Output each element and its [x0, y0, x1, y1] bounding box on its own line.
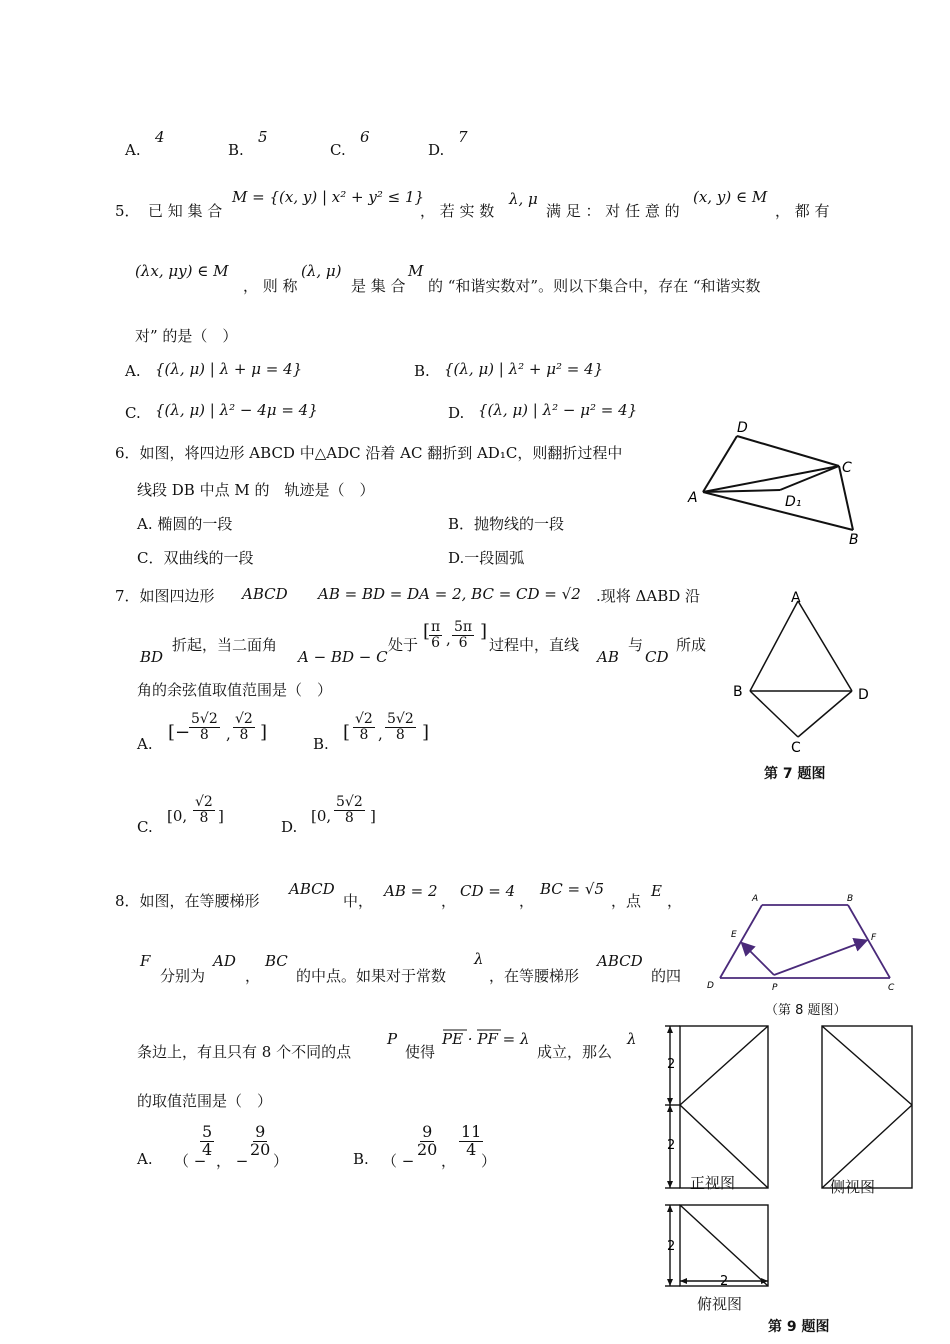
q5-number: 5． [115, 202, 140, 220]
q9-figure [660, 1018, 920, 1318]
q8-a-den-2: 20 [250, 1139, 271, 1159]
q7-b-frac-1 [353, 712, 375, 742]
q8-ab-length: AB = 2 [384, 882, 438, 900]
q7-label-a: A [791, 590, 801, 606]
q7-range-bracket-left: [ [423, 621, 431, 642]
q7-a-frac-2 [233, 712, 255, 742]
q6-figure-quadrilateral [685, 420, 870, 550]
q8-a-num-1: 5 [202, 1122, 213, 1141]
q8-text-8: 使得 [405, 1043, 436, 1061]
q7-text-2: 折起，当二面角 [172, 636, 278, 654]
q8-b-open: （ − [382, 1152, 415, 1170]
q8-a-label: A. [137, 1150, 153, 1168]
q7-a-den-1: 8 [199, 726, 209, 743]
q8-a-num-2: 9 [255, 1122, 266, 1141]
q8-b-label: B. [353, 1150, 369, 1168]
q9-top-view-label: 俯视图 [697, 1295, 743, 1313]
q8-figure-trapezoid [700, 888, 900, 998]
q9-figure-caption: 第 9 题图 [768, 1319, 830, 1335]
q4-c-label: C. [330, 141, 346, 159]
q8-f: F [140, 952, 151, 970]
q7-a-frac-1 [189, 712, 220, 742]
q8-a-close: ） [273, 1152, 289, 1170]
q8-b-frac-1 [415, 1124, 439, 1159]
q5-lambda-mu: λ, μ [509, 190, 538, 208]
q7-six: 6 [431, 634, 441, 651]
q8-abcd: ABCD [289, 880, 335, 898]
q6-label-d: D [737, 420, 748, 436]
q6-option-a: A. 椭圆的一段 [137, 515, 233, 533]
q8-lambda: λ [474, 950, 484, 968]
q7-b-den-1: 8 [359, 726, 369, 743]
q7-line-3: 角的余弦值取值范围是（ ） [137, 681, 333, 699]
q5-option-b: {(λ, μ) | λ² + μ² = 4} [444, 360, 604, 378]
q8-b-frac-2 [459, 1124, 483, 1159]
q7-c-frac [193, 795, 215, 825]
q7-bd: BD [140, 648, 164, 666]
q6-option-c: C．双曲线的一段 [137, 549, 254, 567]
q8-label-a: A [752, 894, 759, 904]
q8-label-c: C [888, 983, 895, 993]
q8-a-frac-1 [200, 1124, 214, 1159]
q7-text-1: .现将 ΔABD 沿 [596, 587, 701, 605]
q9-front-view-label: 正视图 [690, 1174, 736, 1192]
q8-label-d: D [707, 981, 714, 991]
q4-d-label: D. [428, 141, 445, 159]
q8-b-num-2: 11 [461, 1122, 482, 1141]
q5-option-d: {(λ, μ) | λ² − μ² = 4} [478, 401, 638, 419]
q5-m: M [408, 262, 424, 280]
q7-pi: π [431, 619, 441, 635]
q7-b-close: ] [422, 722, 430, 743]
q7-figure-kite [730, 585, 880, 760]
q7-dihedral-angle: A − BD − C [298, 648, 388, 666]
q8-figure-caption: （第 8 题图） [765, 1003, 847, 1018]
q8-number: 8．如图，在等腰梯形 [115, 892, 260, 910]
q6-option-d: D.一段圆弧 [448, 549, 525, 567]
q8-label-e: E [731, 930, 737, 940]
q7-c-den: 8 [199, 809, 209, 826]
q5-d-label: D. [448, 404, 465, 422]
q7-number: 7．如图四边形 [115, 587, 215, 605]
q5-option-c: {(λ, μ) | λ² − 4μ = 4} [155, 401, 318, 419]
q5-lambda-x-mu-y: (λx, μy) ∈ M [135, 262, 229, 280]
q4-b-value: 5 [258, 128, 268, 146]
q7-b-den-2: 8 [395, 726, 405, 743]
q8-text-9: 成立，那么 [537, 1043, 613, 1061]
q7-d-num: 5√2 [336, 794, 363, 810]
q5-text-2: ， 若 实 数 [420, 202, 495, 220]
q7-d-label: D. [281, 818, 298, 836]
q6-line-1: 6．如图，将四边形 ABCD 中△ADC 沿着 AC 翻折到 AD₁C，则翻折过程中 [115, 444, 623, 462]
q5-b-label: B. [414, 362, 430, 380]
q4-a-value: 4 [155, 128, 165, 146]
q6-label-a: A [688, 490, 698, 506]
q5-c-label: C. [125, 404, 141, 422]
q8-b-den-1: 20 [417, 1139, 438, 1159]
q8-bc-length: BC = √5 [540, 880, 604, 898]
q9-dim-2-top-height: 2 [667, 1239, 676, 1254]
q4-a-label: A. [125, 141, 141, 159]
q4-c-value: 6 [360, 128, 370, 146]
q9-dim-2-upper: 2 [667, 1057, 676, 1072]
q8-label-p: P [772, 983, 778, 993]
q7-text-4: 过程中，直线 [489, 636, 580, 654]
q5-text-4: ， 都 有 [775, 202, 830, 220]
q7-five-pi: 5π [454, 619, 473, 635]
q7-c-label: C. [137, 818, 153, 836]
q8-text-6: 的四 [651, 967, 682, 985]
q7-b-open: [ [343, 722, 351, 743]
q5-text-5: ， 则 称 [243, 277, 298, 295]
q7-d-frac [334, 795, 365, 825]
q8-abcd-2: ABCD [597, 952, 643, 970]
q8-cd-length: CD = 4 [460, 882, 516, 900]
q8-text-10: 的取值范围是（ ） [137, 1092, 273, 1110]
q7-b-frac-2 [385, 712, 416, 742]
q8-a-den-1: 4 [202, 1139, 213, 1159]
q7-range-low-fraction [429, 620, 442, 650]
q8-text-1: 中， [343, 892, 374, 910]
q7-abcd: ABCD [242, 585, 288, 603]
q8-text-7: 条边上，有且只有 8 个不同的点 [137, 1043, 352, 1061]
q8-a-mid: ， − [216, 1152, 249, 1170]
q7-six-2: 6 [458, 634, 468, 651]
q5-xy-in-m: (x, y) ∈ M [693, 188, 768, 206]
q7-range-bracket-right: ] [480, 621, 488, 642]
q7-d-close: ] [370, 807, 376, 825]
q8-lambda-2: λ [627, 1030, 637, 1048]
q5-text-7: 的 “和谐实数对”。则以下集合中，存在 “和谐实数 [428, 277, 761, 295]
q8-vector-bars [443, 1027, 523, 1033]
q7-text-3: 处于 [388, 636, 419, 654]
q4-b-label: B. [228, 141, 244, 159]
q5-set-m-definition: M = {(x, y) | x² + y² ≤ 1} [232, 188, 425, 206]
q8-bc: BC [265, 952, 288, 970]
q7-a-open: [− [168, 722, 191, 743]
q5-pair: (λ, μ) [301, 262, 342, 280]
q8-text-4: 的中点。如果对于常数 [296, 967, 447, 985]
q7-b-num-2: 5√2 [387, 711, 414, 727]
q8-label-f: F [871, 933, 877, 943]
q5-text-1: 已 知 集 合 [148, 202, 223, 220]
q5-text-8: 对” 的是（ ） [135, 327, 238, 345]
q7-b-num-1: √2 [355, 711, 373, 727]
q7-a-label: A. [137, 735, 153, 753]
q7-label-c: C [791, 740, 801, 756]
q8-e: E [651, 882, 662, 900]
q7-c-open: [0, [167, 807, 188, 825]
q7-cd: CD [645, 648, 669, 666]
q9-dim-2-lower: 2 [667, 1138, 676, 1153]
q5-a-label: A. [125, 362, 141, 380]
q7-figure-caption: 第 7 题图 [764, 766, 826, 782]
q4-d-value: 7 [458, 128, 468, 146]
q7-c-num: √2 [195, 794, 213, 810]
q8-b-num-1: 9 [422, 1122, 433, 1141]
q7-label-b: B [733, 684, 743, 700]
q7-range-high-fraction [452, 620, 474, 650]
q7-a-den-2: 8 [239, 726, 249, 743]
q8-text-5: ，在等腰梯形 [489, 967, 580, 985]
q8-b-close: ） [481, 1152, 497, 1170]
q5-text-3: 满 足 ： 对 任 意 的 [546, 202, 680, 220]
q6-label-c: C [842, 460, 852, 476]
q7-a-num-1: 5√2 [191, 711, 218, 727]
q8-p: P [387, 1030, 398, 1048]
q8-b-den-2: 4 [466, 1139, 477, 1159]
q6-line-2: 线段 DB 中点 M 的 轨迹是（ ） [137, 481, 375, 499]
q5-option-a: {(λ, μ) | λ + μ = 4} [155, 360, 303, 378]
q7-text-5: 与 [628, 636, 644, 654]
q6-label-d1: D₁ [785, 494, 802, 510]
q8-dot-product: PE · PF = λ [442, 1030, 530, 1048]
q7-d-den: 8 [344, 809, 354, 826]
q7-b-label: B. [313, 735, 329, 753]
q8-a-frac-2 [248, 1124, 272, 1159]
q8-ad: AD [213, 952, 236, 970]
q5-text-6: 是 集 合 [351, 277, 406, 295]
q7-label-d: D [858, 687, 869, 703]
q7-ab: AB [597, 648, 619, 666]
q8-a-open: （ − [174, 1152, 207, 1170]
q8-text-2: ，点 [611, 892, 642, 910]
q7-a-close: ] [260, 722, 268, 743]
q9-side-view-label: 侧视图 [830, 1178, 876, 1196]
q6-option-b: B．抛物线的一段 [448, 515, 565, 533]
q8-text-3: 分别为 [160, 967, 206, 985]
q7-conditions: AB = BD = DA = 2, BC = CD = √2 [318, 585, 581, 603]
q7-d-open: [0, [311, 807, 332, 825]
q7-text-6: 所成 [676, 636, 707, 654]
q8-b-mid: ， [441, 1152, 457, 1170]
q6-label-b: B [849, 532, 859, 548]
q7-a-num-2: √2 [235, 711, 253, 727]
q9-dim-2-top-width: 2 [720, 1274, 729, 1289]
q7-c-close: ] [218, 807, 224, 825]
q8-label-b: B [847, 894, 854, 904]
